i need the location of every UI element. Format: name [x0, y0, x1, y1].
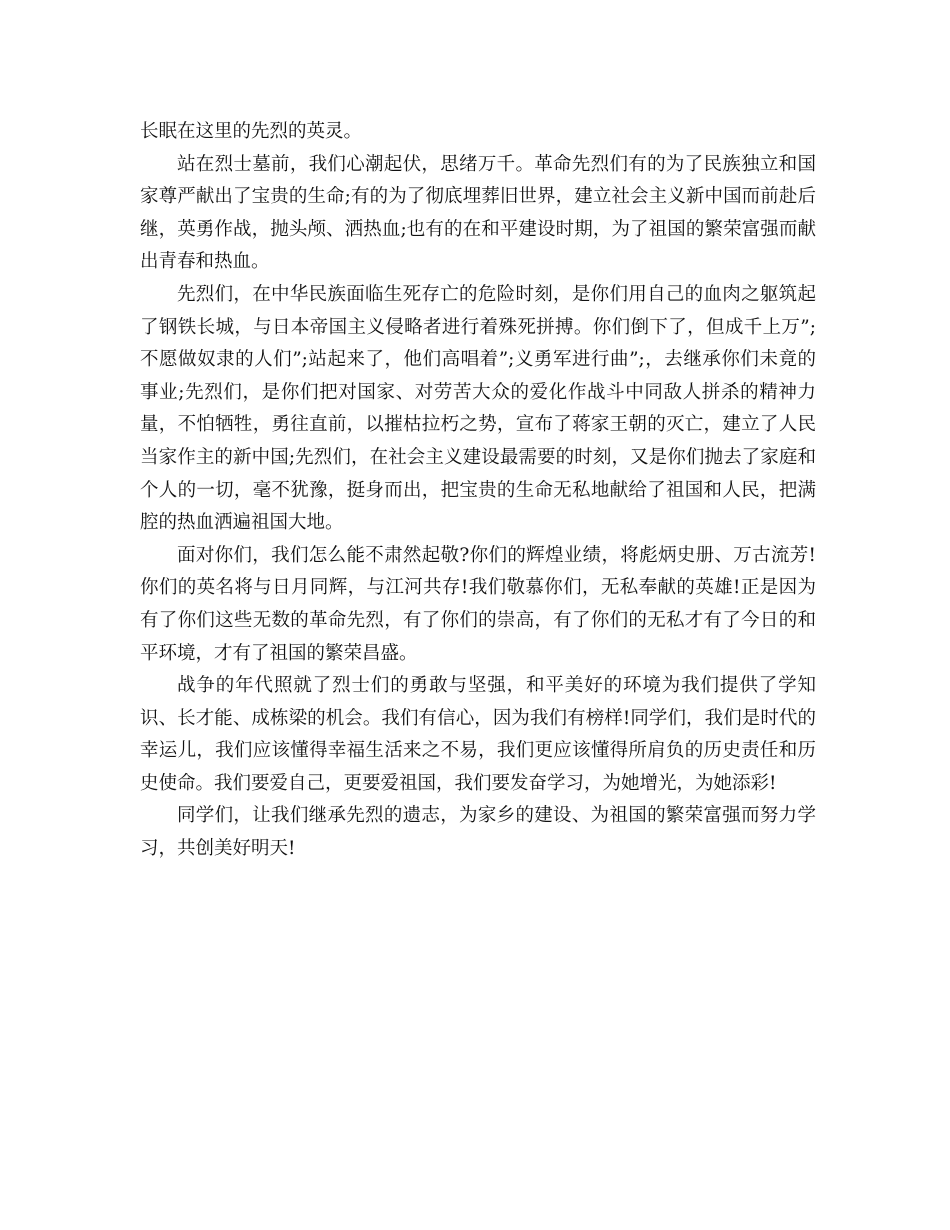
- paragraph-responsibility: 战争的年代照就了烈士们的勇敢与坚强，和平美好的环境为我们提供了学知识、长才能、成栋梁的机会。我们有信心，因为我们有榜样!同学们，我们是时代的幸运儿，我们应该懂得幸福生活来之不易，我们更应该懂得所肩负的历史责任和历史使命。我们要爱自己，更要爱祖国，我们要发奋学习，为她增光，为她添彩!: [140, 675, 816, 794]
- paragraph-continued: 长眠在这里的先烈的英灵。: [140, 121, 363, 142]
- paragraph-tomb-reflection: 站在烈士墓前，我们心潮起伏，思绪万千。革命先烈们有的为了民族独立和国家尊严献出了宝贵的生命;有的为了彻底埋葬旧世界，建立社会主义新中国而前赴后继，英勇作战，抛头颅、洒热血;也有的在和平建设时期，为了祖国的繁荣富强而献出青春和热血。: [140, 153, 816, 273]
- paragraph-martyrs-sacrifice: 先烈们，在中华民族面临生死存亡的危险时刻，是你们用自己的血肉之躯筑起了钢铁长城，与日本帝国主义侵略者进行着殊死拼搏。你们倒下了，但成千上万”;不愿做奴隶的人们”;站起来了，他们高唱着”;义勇军进行曲”;，去继承你们未竟的事业;先烈们，是你们把对国家、对劳苦大众的爱化作战斗中同敌人拼杀的精神力量，不怕牺牲，勇往直前，以摧枯拉朽之势，宣布了蒋家王朝的灭亡，建立了人民当家作主的新中国;先烈们，在社会主义建设最需要的时刻，又是你们抛去了家庭和个人的一切，毫不犹豫，挺身而出，把宝贵的生命无私地献给了祖国和人民，把满腔的热血洒遍祖国大地。: [140, 283, 816, 534]
- document-body: [140, 116, 816, 866]
- paragraph-closing: 同学们，让我们继承先烈的遗志，为家乡的建设、为祖国的繁荣富强而努力学习，共创美好明天!: [140, 805, 816, 860]
- paragraph-respect: 面对你们，我们怎么能不肃然起敬?你们的辉煌业绩，将彪炳史册、万古流芳!你们的英名将与日月同辉，与江河共存!我们敬慕你们，无私奉献的英雄!正是因为有了你们这些无数的革命先烈，有了你们的崇高，有了你们的无私才有了今日的和平环境，才有了祖国的繁荣昌盛。: [140, 544, 816, 664]
